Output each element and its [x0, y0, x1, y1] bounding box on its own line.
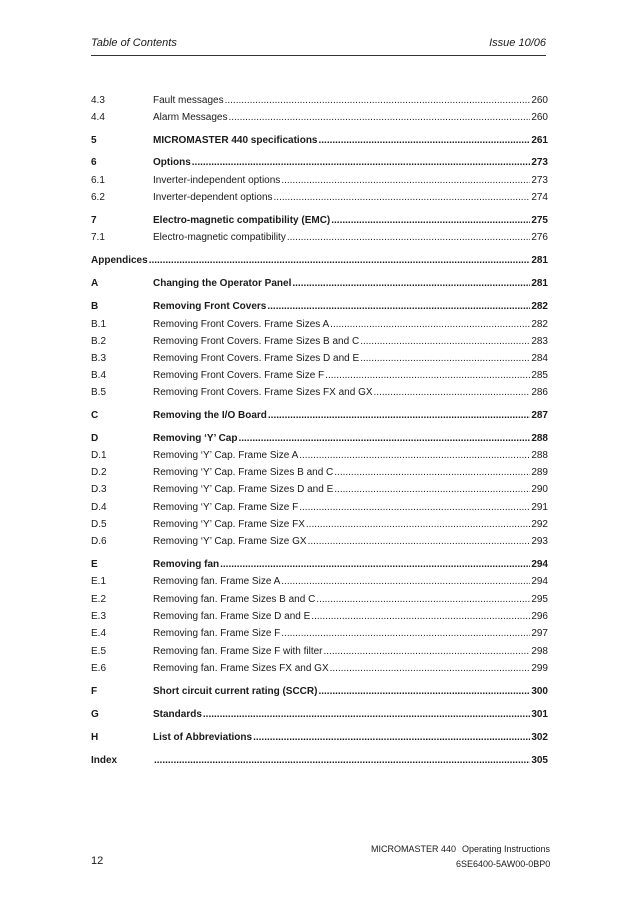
- toc-dot-leader: [281, 575, 530, 589]
- toc-dot-leader: [253, 731, 530, 745]
- toc-entry-page: 260: [531, 95, 548, 106]
- toc-entry-page: 286: [531, 387, 548, 398]
- toc-dot-leader: [203, 708, 530, 722]
- toc-entry-number: F: [91, 686, 98, 697]
- toc-entry-page: 273: [531, 175, 548, 186]
- toc-entry[interactable]: [91, 318, 548, 332]
- toc-entry-title: Removing Front Covers. Frame Sizes A: [153, 319, 330, 330]
- toc-entry-page: 282: [531, 301, 548, 312]
- toc-entry-title: Removing Front Covers. Frame Sizes FX and GX: [153, 387, 373, 398]
- toc-entry[interactable]: [91, 627, 548, 641]
- toc-entry[interactable]: [91, 432, 548, 446]
- toc-entry-page: 297: [531, 628, 548, 639]
- toc-entry[interactable]: [91, 254, 548, 268]
- toc-entry-number: B.1: [91, 319, 107, 330]
- header-section-title: Table of Contents: [91, 37, 177, 49]
- toc-entry[interactable]: [91, 386, 548, 400]
- toc-entry-number: D.5: [91, 519, 107, 530]
- toc-entry-title: Short circuit current rating (SCCR): [153, 686, 318, 697]
- toc-entry-page: 260: [531, 112, 548, 123]
- toc-entry-number: D.2: [91, 467, 107, 478]
- toc-entry-title: Inverter-independent options: [153, 175, 281, 186]
- toc-dot-leader: [238, 432, 530, 446]
- toc-entry[interactable]: [91, 708, 548, 722]
- toc-entry[interactable]: [91, 174, 548, 188]
- toc-entry-page: 285: [531, 370, 548, 381]
- toc-entry-page: 302: [531, 732, 548, 743]
- toc-dot-leader: [334, 466, 530, 480]
- toc-entry[interactable]: [91, 409, 548, 423]
- toc-entry-number: D.6: [91, 536, 107, 547]
- toc-entry-page: 289: [531, 467, 548, 478]
- toc-entry-title: Removing ‘Y’ Cap. Frame Sizes B and C: [153, 467, 334, 478]
- toc-entry-title: Electro-magnetic compatibility (EMC): [153, 215, 331, 226]
- toc-entry-number: D.4: [91, 502, 107, 513]
- toc-entry-title: Removing ‘Y’ Cap: [153, 433, 238, 444]
- toc-entry-number: 5: [91, 135, 97, 146]
- toc-entry[interactable]: [91, 645, 548, 659]
- toc-entry-number: E.3: [91, 611, 107, 622]
- toc-dot-leader: [318, 134, 530, 148]
- toc-entry-page: 276: [531, 232, 548, 243]
- toc-entry-title: Changing the Operator Panel: [153, 278, 292, 289]
- toc-entry-title: Alarm Messages: [153, 112, 228, 123]
- toc-entry[interactable]: [91, 277, 548, 291]
- toc-entry-page: 294: [531, 576, 548, 587]
- toc-dot-leader: [374, 386, 531, 400]
- page-number: 12: [91, 855, 104, 867]
- toc-entry[interactable]: [91, 156, 548, 170]
- toc-entry-page: 288: [531, 433, 548, 444]
- toc-entry-page: 301: [531, 709, 548, 720]
- toc-entry[interactable]: [91, 94, 548, 108]
- toc-entry-page: 283: [531, 336, 548, 347]
- toc-entry[interactable]: [91, 214, 548, 228]
- toc-entry-number: 7: [91, 215, 97, 226]
- toc-entry-page: 299: [531, 663, 548, 674]
- toc-entry[interactable]: [91, 231, 548, 245]
- footer-doc-number: 6SE6400-5AW00-0BP0: [456, 859, 551, 869]
- toc-dot-leader: [308, 535, 531, 549]
- toc-entry-title: Removing fan. Frame Size D and E: [153, 611, 311, 622]
- toc-entry[interactable]: [91, 191, 548, 205]
- toc-entry-title: Standards: [153, 709, 202, 720]
- toc-entry-number: B.4: [91, 370, 107, 381]
- toc-dot-leader: [330, 662, 531, 676]
- toc-entry[interactable]: [91, 731, 548, 745]
- toc-dot-leader: [267, 300, 530, 314]
- toc-dot-leader: [220, 558, 530, 572]
- toc-entry-number: 6: [91, 157, 97, 168]
- toc-entry-page: 288: [531, 450, 548, 461]
- toc-entry-number: E: [91, 559, 98, 570]
- toc-entry[interactable]: [91, 134, 548, 148]
- toc-entry-page: 298: [531, 646, 548, 657]
- toc-entry-title: MICROMASTER 440 specifications: [153, 135, 318, 146]
- toc-entry-number: 4.4: [91, 112, 105, 123]
- toc-entry[interactable]: [91, 352, 548, 366]
- toc-entry-title: Removing Front Covers: [153, 301, 267, 312]
- toc-entry-number: E.4: [91, 628, 107, 639]
- toc-entry-page: 284: [531, 353, 548, 364]
- toc-entry-title: Removing fan. Frame Size A: [153, 576, 281, 587]
- toc-entry-title: Removing ‘Y’ Cap. Frame Sizes D and E: [153, 484, 334, 495]
- toc-dot-leader: [228, 111, 530, 125]
- toc-entry-number: 6.1: [91, 175, 105, 186]
- toc-dot-leader: [360, 335, 530, 349]
- toc-entry-page: 275: [531, 215, 548, 226]
- toc-entry-number: C: [91, 410, 99, 421]
- toc-entry-page: 287: [531, 410, 548, 421]
- toc-entry[interactable]: [91, 111, 548, 125]
- toc-entry[interactable]: [91, 483, 548, 497]
- toc-dot-leader: [316, 593, 530, 607]
- toc-entry[interactable]: [91, 501, 548, 515]
- toc-entry-number: Appendices: [91, 255, 148, 266]
- toc-entry-page: 281: [531, 278, 548, 289]
- toc-entry-page: 261: [531, 135, 548, 146]
- toc-dot-leader: [225, 94, 531, 108]
- header-issue: Issue 10/06: [489, 37, 546, 49]
- toc-entry-title: Removing fan. Frame Sizes FX and GX: [153, 663, 329, 674]
- toc-entry[interactable]: [91, 300, 548, 314]
- toc-entry-title: Removing Front Covers. Frame Sizes B and C: [153, 336, 360, 347]
- toc-entry-page: 281: [531, 255, 548, 266]
- toc-entry-number: D: [91, 433, 99, 444]
- toc-entry-page: 290: [531, 484, 548, 495]
- toc-entry-page: 292: [531, 519, 548, 530]
- toc-entry-page: 273: [531, 157, 548, 168]
- toc-entry-page: 291: [531, 502, 548, 513]
- toc-entry-number: G: [91, 709, 99, 720]
- toc-entry[interactable]: [91, 685, 548, 699]
- toc-entry-title: Removing ‘Y’ Cap. Frame Size A: [153, 450, 299, 461]
- toc-entry-title: Inverter-dependent options: [153, 192, 273, 203]
- toc-dot-leader: [268, 409, 530, 423]
- toc-entry-page: 274: [531, 192, 548, 203]
- toc-entry-title: Removing fan. Frame Size F: [153, 628, 281, 639]
- toc-dot-leader: [331, 214, 530, 228]
- toc-dot-leader: [274, 191, 531, 205]
- toc-dot-leader: [192, 156, 531, 170]
- toc-entry[interactable]: [91, 466, 548, 480]
- toc-entry-page: 296: [531, 611, 548, 622]
- toc-entry-title: Removing ‘Y’ Cap. Frame Size GX: [153, 536, 307, 547]
- toc-entry-number: 4.3: [91, 95, 105, 106]
- toc-entry[interactable]: [91, 535, 548, 549]
- toc-dot-leader: [299, 449, 530, 463]
- toc-dot-leader: [334, 483, 530, 497]
- toc-entry-title: Electro-magnetic compatibility: [153, 232, 286, 243]
- toc-entry-number: E.2: [91, 594, 107, 605]
- toc-entry-title: Removing the I/O Board: [153, 410, 267, 421]
- toc-entry-number: E.1: [91, 576, 107, 587]
- toc-entry[interactable]: [91, 449, 548, 463]
- toc-entry-number: D.3: [91, 484, 107, 495]
- toc-entry[interactable]: [91, 518, 548, 532]
- toc-entry-number: E.5: [91, 646, 107, 657]
- toc-entry-number: Index: [91, 755, 118, 766]
- toc-entry-number: B.5: [91, 387, 107, 398]
- toc-dot-leader: [360, 352, 530, 366]
- toc-entry-number: 7.1: [91, 232, 105, 243]
- toc-entry[interactable]: [91, 575, 548, 589]
- toc-entry-number: 6.2: [91, 192, 105, 203]
- toc-entry-page: 300: [531, 686, 548, 697]
- toc-entry-number: A: [91, 278, 99, 289]
- toc-dot-leader: [281, 627, 530, 641]
- toc-entry-title: Removing fan. Frame Size F with filter: [153, 646, 323, 657]
- footer-doc-type: Operating Instructions: [462, 844, 551, 854]
- toc-entry-title: List of Abbreviations: [153, 732, 253, 743]
- toc-dot-leader: [292, 277, 530, 291]
- page-header: [91, 37, 546, 56]
- toc-dot-leader: [306, 518, 530, 532]
- toc-entry-number: B: [91, 301, 99, 312]
- toc-entry-number: H: [91, 732, 99, 743]
- toc-dot-leader: [318, 685, 530, 699]
- toc-entry[interactable]: [91, 593, 548, 607]
- toc-dot-leader: [281, 174, 530, 188]
- toc-entry-title: Removing ‘Y’ Cap. Frame Size F: [153, 502, 299, 513]
- toc-dot-leader: [324, 645, 531, 659]
- toc-entry-number: B.2: [91, 336, 107, 347]
- toc-entry-title: Removing ‘Y’ Cap. Frame Size FX: [153, 519, 305, 530]
- toc-entry-number: E.6: [91, 663, 107, 674]
- toc-dot-leader: [325, 369, 530, 383]
- toc-dot-leader: [154, 754, 530, 768]
- toc-entry-title: Fault messages: [153, 95, 224, 106]
- toc-entry[interactable]: [91, 662, 548, 676]
- toc-entry-page: 295: [531, 594, 548, 605]
- toc-entry-page: 294: [531, 559, 548, 570]
- toc-dot-leader: [287, 231, 530, 245]
- toc-entry-page: 305: [531, 755, 548, 766]
- toc-entry-title: Options: [153, 157, 191, 168]
- toc-dot-leader: [299, 501, 530, 515]
- toc-entry-title: Removing Front Covers. Frame Sizes D and E: [153, 353, 360, 364]
- toc-entry[interactable]: [91, 754, 548, 768]
- toc-entry[interactable]: [91, 558, 548, 572]
- toc-entry-number: D.1: [91, 450, 107, 461]
- toc-entry-number: B.3: [91, 353, 107, 364]
- toc-entry[interactable]: [91, 335, 548, 349]
- footer-product: MICROMASTER 440: [371, 844, 457, 854]
- toc-dot-leader: [311, 610, 530, 624]
- toc-entry-page: 293: [531, 536, 548, 547]
- toc-entry-title: Removing Front Covers. Frame Size F: [153, 370, 325, 381]
- toc-entry[interactable]: [91, 369, 548, 383]
- toc-entry-title: Removing fan. Frame Sizes B and C: [153, 594, 316, 605]
- toc-entry-title: Removing fan: [153, 559, 220, 570]
- toc-entry[interactable]: [91, 610, 548, 624]
- toc-dot-leader: [149, 254, 531, 268]
- toc-entry-page: 282: [531, 319, 548, 330]
- toc-dot-leader: [330, 318, 530, 332]
